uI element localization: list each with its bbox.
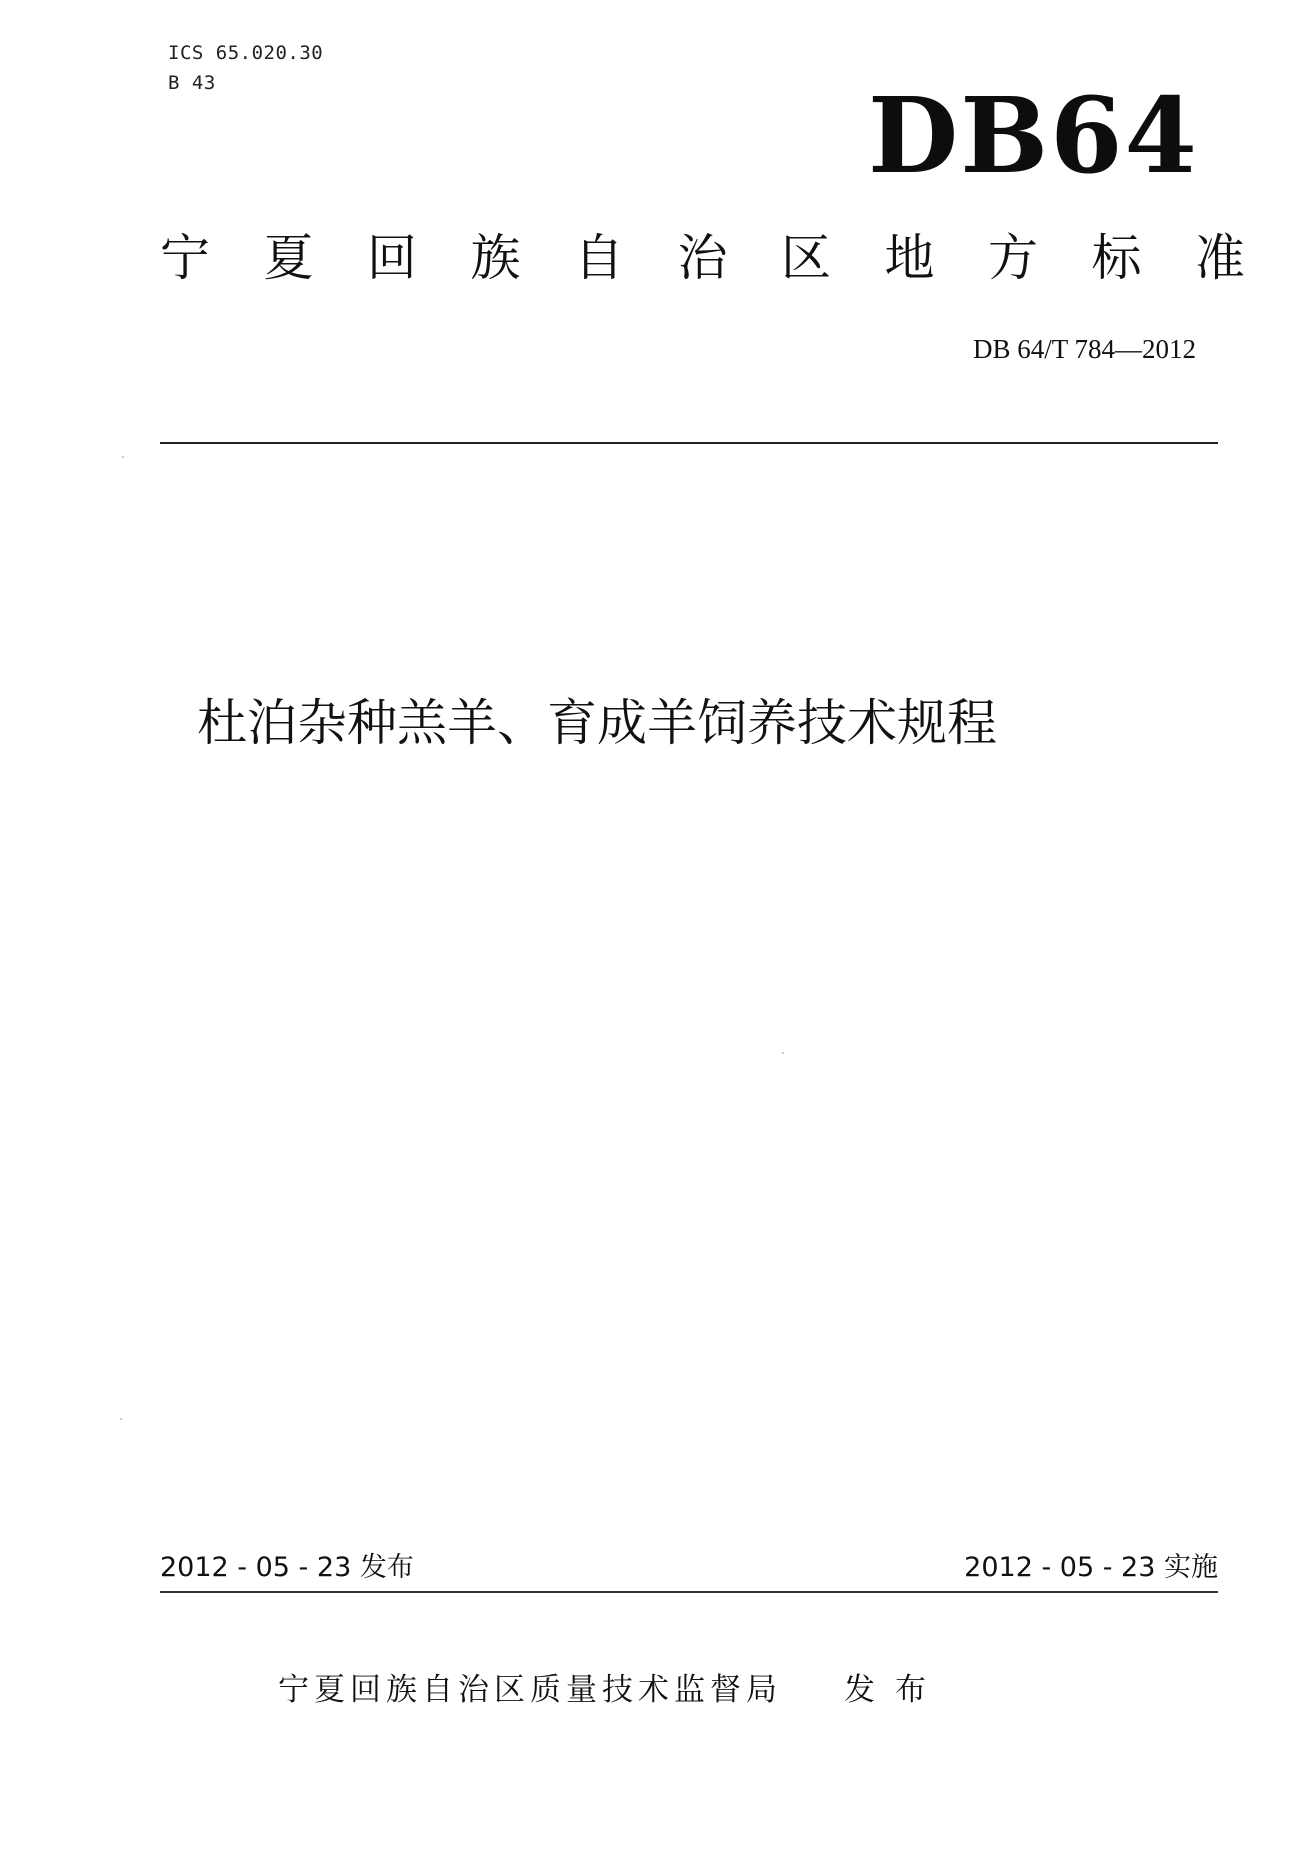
footer-divider <box>160 1591 1218 1593</box>
standard-type-char: 区 <box>781 229 831 287</box>
document-title: 杜泊杂种羔羊、育成羊饲养技术规程 <box>197 694 997 752</box>
standard-type-char: 族 <box>470 229 521 287</box>
standard-type-char: 方 <box>988 229 1038 287</box>
publisher-line <box>278 1668 946 1712</box>
scan-speck <box>782 1052 784 1054</box>
standard-type-char: 回 <box>367 229 417 287</box>
standard-type-char: 准 <box>1195 229 1245 287</box>
scan-speck <box>120 1418 122 1420</box>
standard-type-char: 夏 <box>263 229 314 287</box>
ccs-code: B 43 <box>168 72 216 94</box>
standard-type-char: 标 <box>1091 229 1142 287</box>
effective-date: 2012 - 05 - 23 实施 <box>964 1552 1218 1583</box>
standard-number: DB 64/T 784—2012 <box>972 334 1196 364</box>
standard-type-heading <box>160 226 1245 290</box>
header-divider <box>160 442 1218 444</box>
publish-label: 发布 <box>844 1672 946 1708</box>
date-row <box>160 1550 1218 1586</box>
db-logo: DB64 <box>868 74 1199 197</box>
standard-type-char: 地 <box>884 229 935 287</box>
standard-type-char: 治 <box>677 229 728 287</box>
publish-date: 2012 - 05 - 23 发布 <box>160 1552 414 1583</box>
standard-type-char: 自 <box>574 229 624 287</box>
classification-codes <box>168 38 323 98</box>
publisher-name: 宁夏回族自治区质量技术监督局 <box>278 1672 782 1708</box>
standard-type-char: 宁 <box>160 229 210 287</box>
scan-speck <box>122 456 124 458</box>
ics-code: ICS 65.020.30 <box>168 42 324 64</box>
